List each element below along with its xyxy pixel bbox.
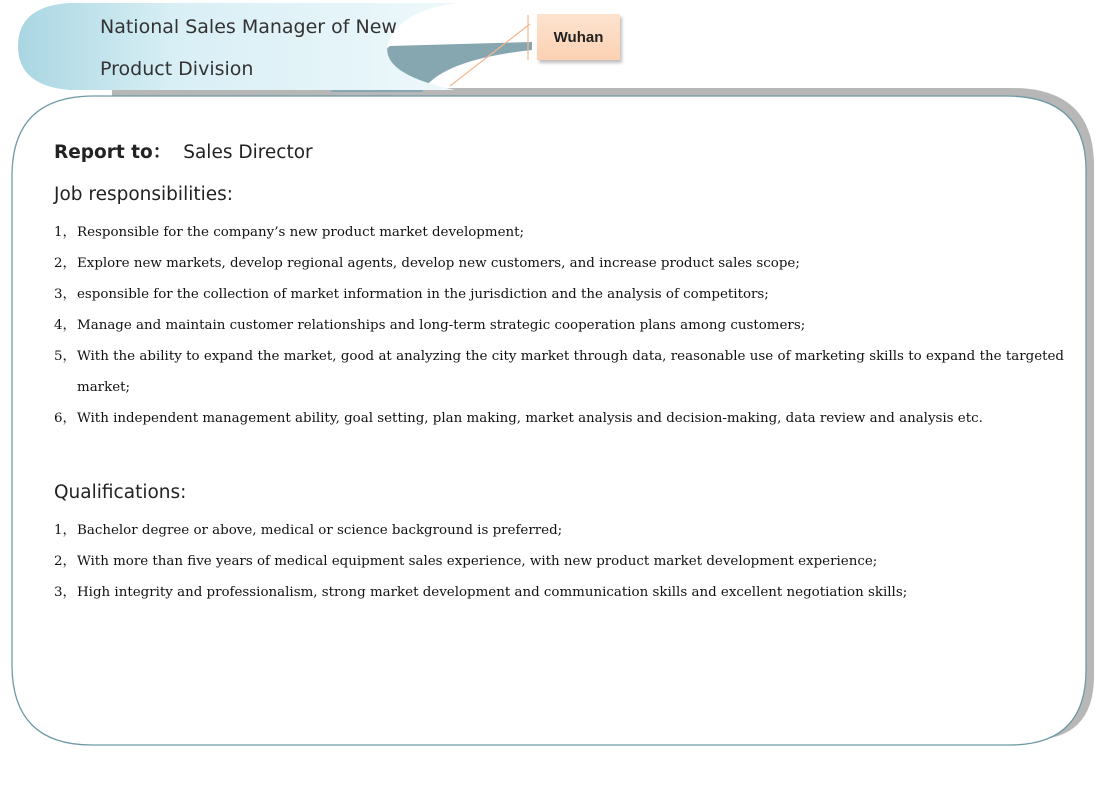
item-text: With the ability to expand the market, good at analyzing the city market through data, reasonable use of marketing skills to expand the targeted market; — [77, 349, 1064, 395]
job-title-line-1: National Sales Manager of New — [100, 16, 397, 38]
list-item — [54, 546, 1064, 577]
job-description — [54, 140, 1064, 608]
item-text: Bachelor degree or above, medical or science background is preferred; — [77, 523, 563, 538]
item-number: 4， — [54, 318, 76, 333]
item-text: Explore new markets, develop regional agents, develop new customers, and increase product sales scope; — [77, 256, 800, 271]
list-item — [54, 310, 1064, 341]
list-item — [54, 577, 1064, 608]
item-text: With more than five years of medical equipment sales experience, with new product market development experience; — [77, 554, 878, 569]
item-number: 3， — [54, 287, 76, 302]
item-text: esponsible for the collection of market information in the jurisdiction and the analysis of competitors; — [77, 287, 769, 302]
item-text: With independent management ability, goal setting, plan making, market analysis and decision-making, data review and analysis etc. — [77, 411, 983, 426]
item-number: 2， — [54, 554, 76, 569]
item-text: High integrity and professionalism, strong market development and communication skills and excellent negotiation skills; — [77, 585, 908, 600]
report-to-value: Sales Director — [183, 142, 313, 163]
item-number: 2， — [54, 256, 76, 271]
list-item — [54, 341, 1064, 403]
list-item — [54, 248, 1064, 279]
city-badge: Wuhan — [537, 14, 620, 60]
report-to-label: Report to： — [54, 142, 172, 163]
item-text: Manage and maintain customer relationships and long-term strategic cooperation plans among customers; — [77, 318, 806, 333]
qualifications-list — [54, 515, 1064, 608]
report-to-row — [54, 140, 1064, 166]
item-number: 1， — [54, 225, 76, 240]
job-title-line-2: Product Division — [100, 58, 254, 80]
item-text: Responsible for the company’s new product market development; — [77, 225, 525, 240]
item-number: 3， — [54, 585, 76, 600]
list-item — [54, 515, 1064, 546]
item-number: 5， — [54, 349, 76, 364]
responsibilities-list — [54, 217, 1064, 434]
qualifications-heading: Qualifications: — [54, 482, 187, 503]
list-item — [54, 279, 1064, 310]
item-number: 1， — [54, 523, 76, 538]
responsibilities-heading: Job responsibilities: — [54, 184, 233, 205]
list-item — [54, 217, 1064, 248]
list-item — [54, 403, 1064, 434]
item-number: 6， — [54, 411, 76, 426]
